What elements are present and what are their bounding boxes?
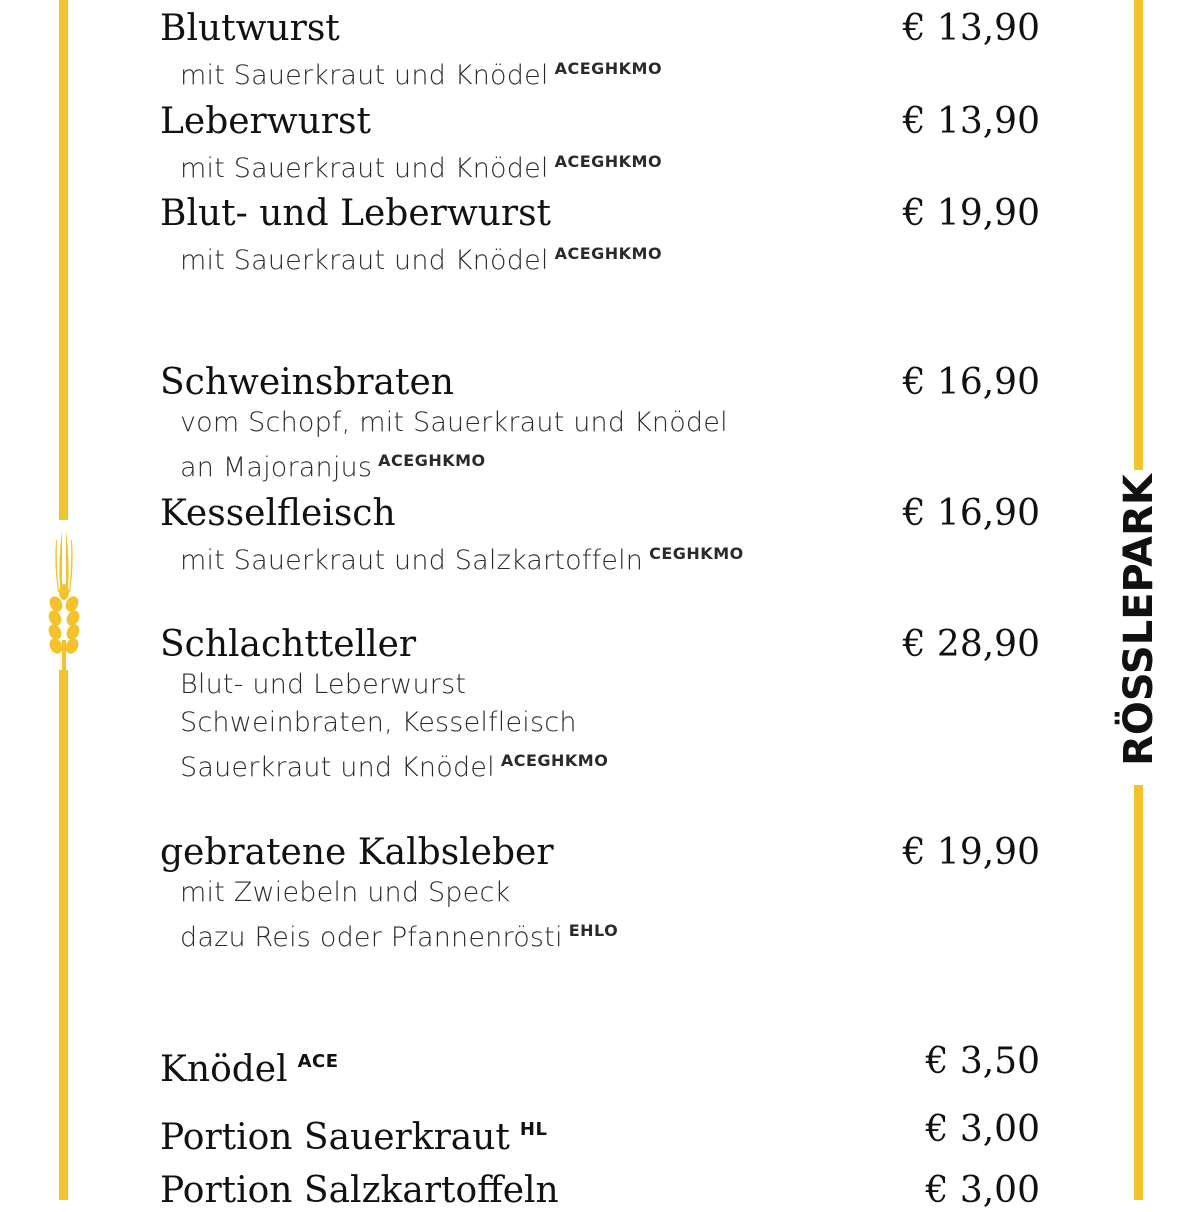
menu-item — [160, 624, 1040, 787]
item-price: € 19,90 — [902, 832, 1040, 873]
item-name: Blut- und Leberwurst — [160, 193, 552, 234]
menu-item — [160, 8, 1040, 95]
item-price: € 19,90 — [902, 193, 1040, 234]
item-name: Schweinsbraten — [160, 362, 454, 403]
allergen-codes: ACEGHKMO — [554, 59, 663, 78]
item-description: mit Sauerkraut und Knödel $^{ACEGHKMO}$ — [180, 59, 663, 91]
menu-item — [160, 832, 1040, 957]
item-description: vom Schopf, mit Sauerkraut und Knödel — [180, 407, 728, 438]
item-description: mit Zwiebeln und Speck — [180, 877, 511, 908]
brand-logo-text: RÖSSLEPARK — [1116, 474, 1162, 766]
right-border-line-bottom — [1134, 785, 1143, 1200]
menu-item — [160, 493, 1040, 580]
item-name: Leberwurst — [160, 101, 371, 142]
right-border-line-top — [1134, 0, 1143, 470]
allergen-codes: CEGHKMO — [649, 544, 744, 563]
item-description: an Majoranjus $^{ACEGHKMO}$ — [180, 451, 486, 483]
item-price: € 3,50 — [925, 1041, 1040, 1082]
item-description: mit Sauerkraut und Knödel $^{ACEGHKMO}$ — [180, 244, 663, 276]
item-name: Kesselfleisch — [160, 493, 396, 534]
menu-item — [160, 193, 1040, 280]
item-name: Portion Salzkartoffeln — [160, 1170, 559, 1211]
item-name: Blutwurst — [160, 8, 340, 49]
item-price: € 16,90 — [902, 362, 1040, 403]
item-description: Schweinbraten, Kesselfleisch — [180, 707, 577, 738]
item-price: € 13,90 — [902, 8, 1040, 49]
item-description: mit Sauerkraut und Knödel $^{ACEGHKMO}$ — [180, 152, 663, 184]
item-name: gebratene Kalbsleber — [160, 832, 554, 873]
item-description: mit Sauerkraut und Salzkartoffeln $^{CEGHKMO}$ — [180, 544, 744, 576]
allergen-codes: ACEGHKMO — [554, 152, 663, 171]
menu-item — [160, 1109, 1040, 1159]
allergen-codes: ACEGHKMO — [554, 244, 663, 263]
menu-item — [160, 101, 1040, 188]
item-price: € 28,90 — [902, 624, 1040, 665]
allergen-codes: EHLO — [568, 921, 619, 940]
allergen-codes: ACE — [297, 1051, 339, 1072]
item-description: Sauerkraut und Knödel $^{ACEGHKMO}$ — [180, 751, 609, 783]
menu-item — [160, 362, 1040, 487]
allergen-codes: HL — [519, 1119, 548, 1140]
item-price: € 3,00 — [925, 1170, 1040, 1211]
item-price: € 13,90 — [902, 101, 1040, 142]
item-name: Schlachtteller — [160, 624, 417, 665]
item-name: Knödel $^{ACE}$ — [160, 1049, 339, 1090]
allergen-codes: ACEGHKMO — [378, 451, 486, 470]
item-price: € 3,00 — [925, 1109, 1040, 1150]
item-name: Portion Sauerkraut $^{HL}$ — [160, 1117, 548, 1158]
item-description: Blut- und Leberwurst — [180, 669, 467, 700]
menu-item — [160, 1041, 1040, 1091]
item-price: € 16,90 — [902, 493, 1040, 534]
allergen-codes: ACEGHKMO — [500, 751, 609, 770]
item-description: dazu Reis oder Pfannenrösti $^{EHLO}$ — [180, 921, 619, 953]
menu-item — [160, 1170, 1040, 1212]
wheat-ear-icon — [40, 520, 88, 670]
